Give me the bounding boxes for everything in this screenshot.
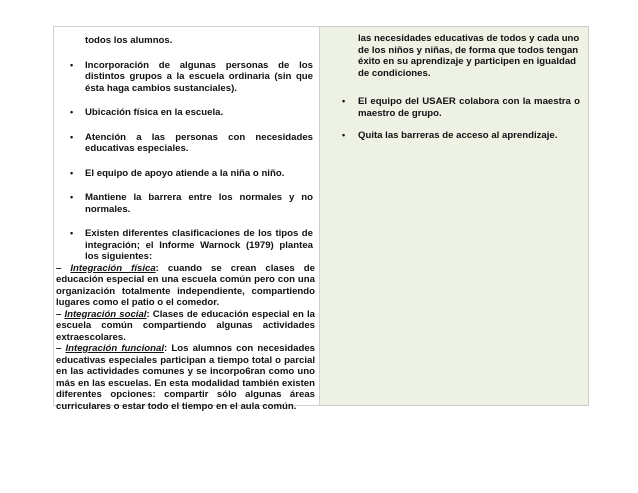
integration-term: Integración funcional xyxy=(65,343,165,354)
bullet-text: El equipo del USAER colabora con la maestra o maestro de grupo. xyxy=(358,96,580,119)
left-bullet-item xyxy=(54,228,319,263)
bullet-icon: • xyxy=(70,192,74,202)
comparison-table xyxy=(53,26,589,412)
bullet-text: Atención a las personas con necesidades educativas especiales. xyxy=(85,131,313,154)
dash: – xyxy=(56,262,71,274)
integration-description: : Clases de educación especial en la escuela común compartiendo algunas actividades extraescolares. xyxy=(56,308,315,343)
bullet-text: Existen diferentes clasificaciones de los tipos de integración; el Informe Warnock (1979) plantea los siguientes: xyxy=(85,228,313,262)
right-intro: las necesidades educativas de todos y cada uno de los niños y niñas, de forma que todos tengan éxito en su aprendizaje y participen en igualdad de condiciones. xyxy=(358,33,580,79)
bullet-icon: • xyxy=(70,59,74,70)
integration-social xyxy=(54,309,319,344)
bullet-icon: • xyxy=(70,107,74,117)
dash: – xyxy=(56,343,66,354)
right-bullet-item xyxy=(340,130,580,142)
integration-functional xyxy=(54,343,319,412)
right-column xyxy=(319,27,588,405)
integration-description: : Los alumnos con necesidades educativas especiales participan a tiempo total o parcial en las actividades comunes y se incorpo6ran como uno más en las escuelas. En esta modalidad también existen diferentes opciones: compartir sólo algunas áreas curriculares o estar todo el tiempo en el aula común. xyxy=(56,343,315,412)
left-intro: todos los alumnos. xyxy=(85,35,173,46)
dash: – xyxy=(56,308,65,320)
left-column xyxy=(54,27,319,412)
integration-description: : cuando se crean clases de educación especial en una escuela común pero con una organización totalmente independiente, compartiendo lugares como el patio o el comedor. xyxy=(56,262,315,308)
bullet-icon: • xyxy=(342,130,346,140)
bullet-text: Ubicación física en la escuela. xyxy=(85,107,224,118)
integration-term: Integración social xyxy=(64,308,147,320)
bullet-text: Quita las barreras de acceso al aprendizaje. xyxy=(358,130,558,141)
left-bullet-item xyxy=(54,107,319,119)
bullet-text: Incorporación de algunas personas de los distintos grupos a la escuela ordinaria (sin que ésta haga cambios sustanciales). xyxy=(85,59,313,94)
bullet-icon: • xyxy=(342,96,346,106)
bullet-icon: • xyxy=(70,228,74,238)
bullet-icon: • xyxy=(70,167,74,178)
bullet-icon: • xyxy=(70,131,74,142)
bullet-text: El equipo de apoyo atiende a la niña o niño. xyxy=(85,167,285,179)
left-bullet-item xyxy=(54,192,319,215)
left-bullet-item xyxy=(54,132,319,155)
integration-physical xyxy=(54,263,319,309)
integration-term: Integración física xyxy=(70,262,156,274)
left-bullet-item xyxy=(54,168,319,180)
right-bullet-item xyxy=(340,96,580,119)
left-bullet-item xyxy=(54,60,319,95)
bullet-text: Mantiene la barrera entre los normales y no normales. xyxy=(85,192,313,215)
